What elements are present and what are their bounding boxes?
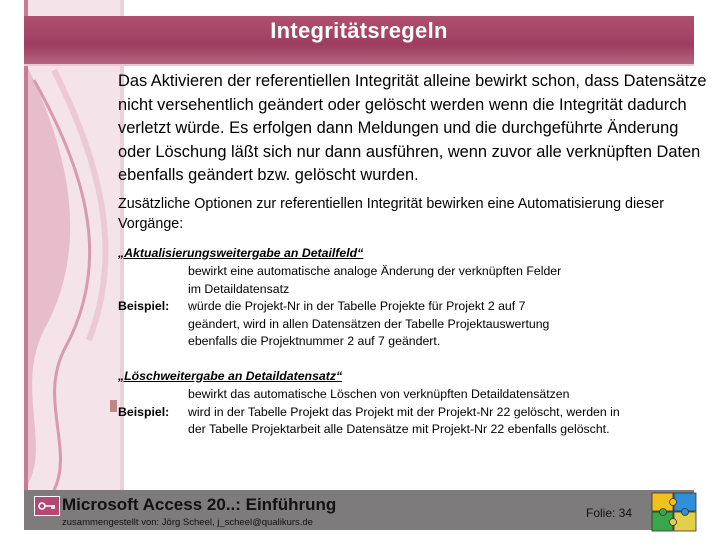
slide-number: Folie: 34 <box>586 506 633 520</box>
puzzle-logo <box>651 492 697 537</box>
section-heading: „Löschweitergabe an Detaildatensatz“ <box>118 368 343 383</box>
intro-paragraph: Das Aktivieren der referentiellen Integrität alleine bewirkt schon, dass Datensätze nicht versehentlich geändert oder gelöscht werden wenn die Integrität dadurch verletzt würde. Es erfolgen dann Meldungen und die durchgeführte Änderung oder Löschung läßt sich nur dann ausführen, wenn zuvor alle verknüpften Daten ebenfalls geändert bzw. gelöscht wurden. <box>118 72 707 184</box>
section-heading: „Aktualisierungsweitergabe an Detailfeld“ <box>118 245 364 260</box>
example-text: wird in der Tabelle Projekt das Projekt mit der Projekt-Nr 22 gelöscht, werden in <box>188 404 620 419</box>
section-description: im Detaildatensatz <box>188 281 290 296</box>
slide-content <box>118 70 708 439</box>
example-text: ebenfalls die Projektnummer 2 auf 7 geändert. <box>188 334 441 348</box>
options-paragraph: Zusätzliche Optionen zur referentiellen Integrität bewirken eine Automatisierung dieser Vorgänge: <box>118 195 664 232</box>
example-text: würde die Projekt-Nr in der Tabelle Projekte für Projekt 2 auf 7 <box>188 299 526 313</box>
example-text: geändert, wird in allen Datensätzen der Tabelle Projektauswertung <box>188 316 550 331</box>
author-line: zusammengestellt von: Jörg Scheel, j_scheel@qualikurs.de <box>62 517 313 528</box>
course-title: Microsoft Access 20..: Einführung <box>62 495 337 514</box>
section-update-cascade <box>118 245 708 351</box>
section-delete-cascade <box>118 368 708 439</box>
example-text: der Tabelle Projektarbeit alle Datensätze mit Projekt-Nr 22 ebenfalls gelöscht. <box>188 422 610 436</box>
title-underline <box>24 64 694 66</box>
section-description: bewirkt das automatische Löschen von verknüpften Detaildatensätzen <box>188 387 570 401</box>
example-row <box>118 404 708 422</box>
section-description: bewirkt eine automatische analoge Änderung der verknüpften Felder <box>188 264 562 278</box>
page-title: Integritätsregeln <box>270 18 448 43</box>
example-row <box>118 298 708 316</box>
example-label: Beispiel: <box>118 299 170 313</box>
key-icon <box>34 496 60 516</box>
decorative-band <box>24 0 124 490</box>
example-label: Beispiel: <box>118 404 170 419</box>
